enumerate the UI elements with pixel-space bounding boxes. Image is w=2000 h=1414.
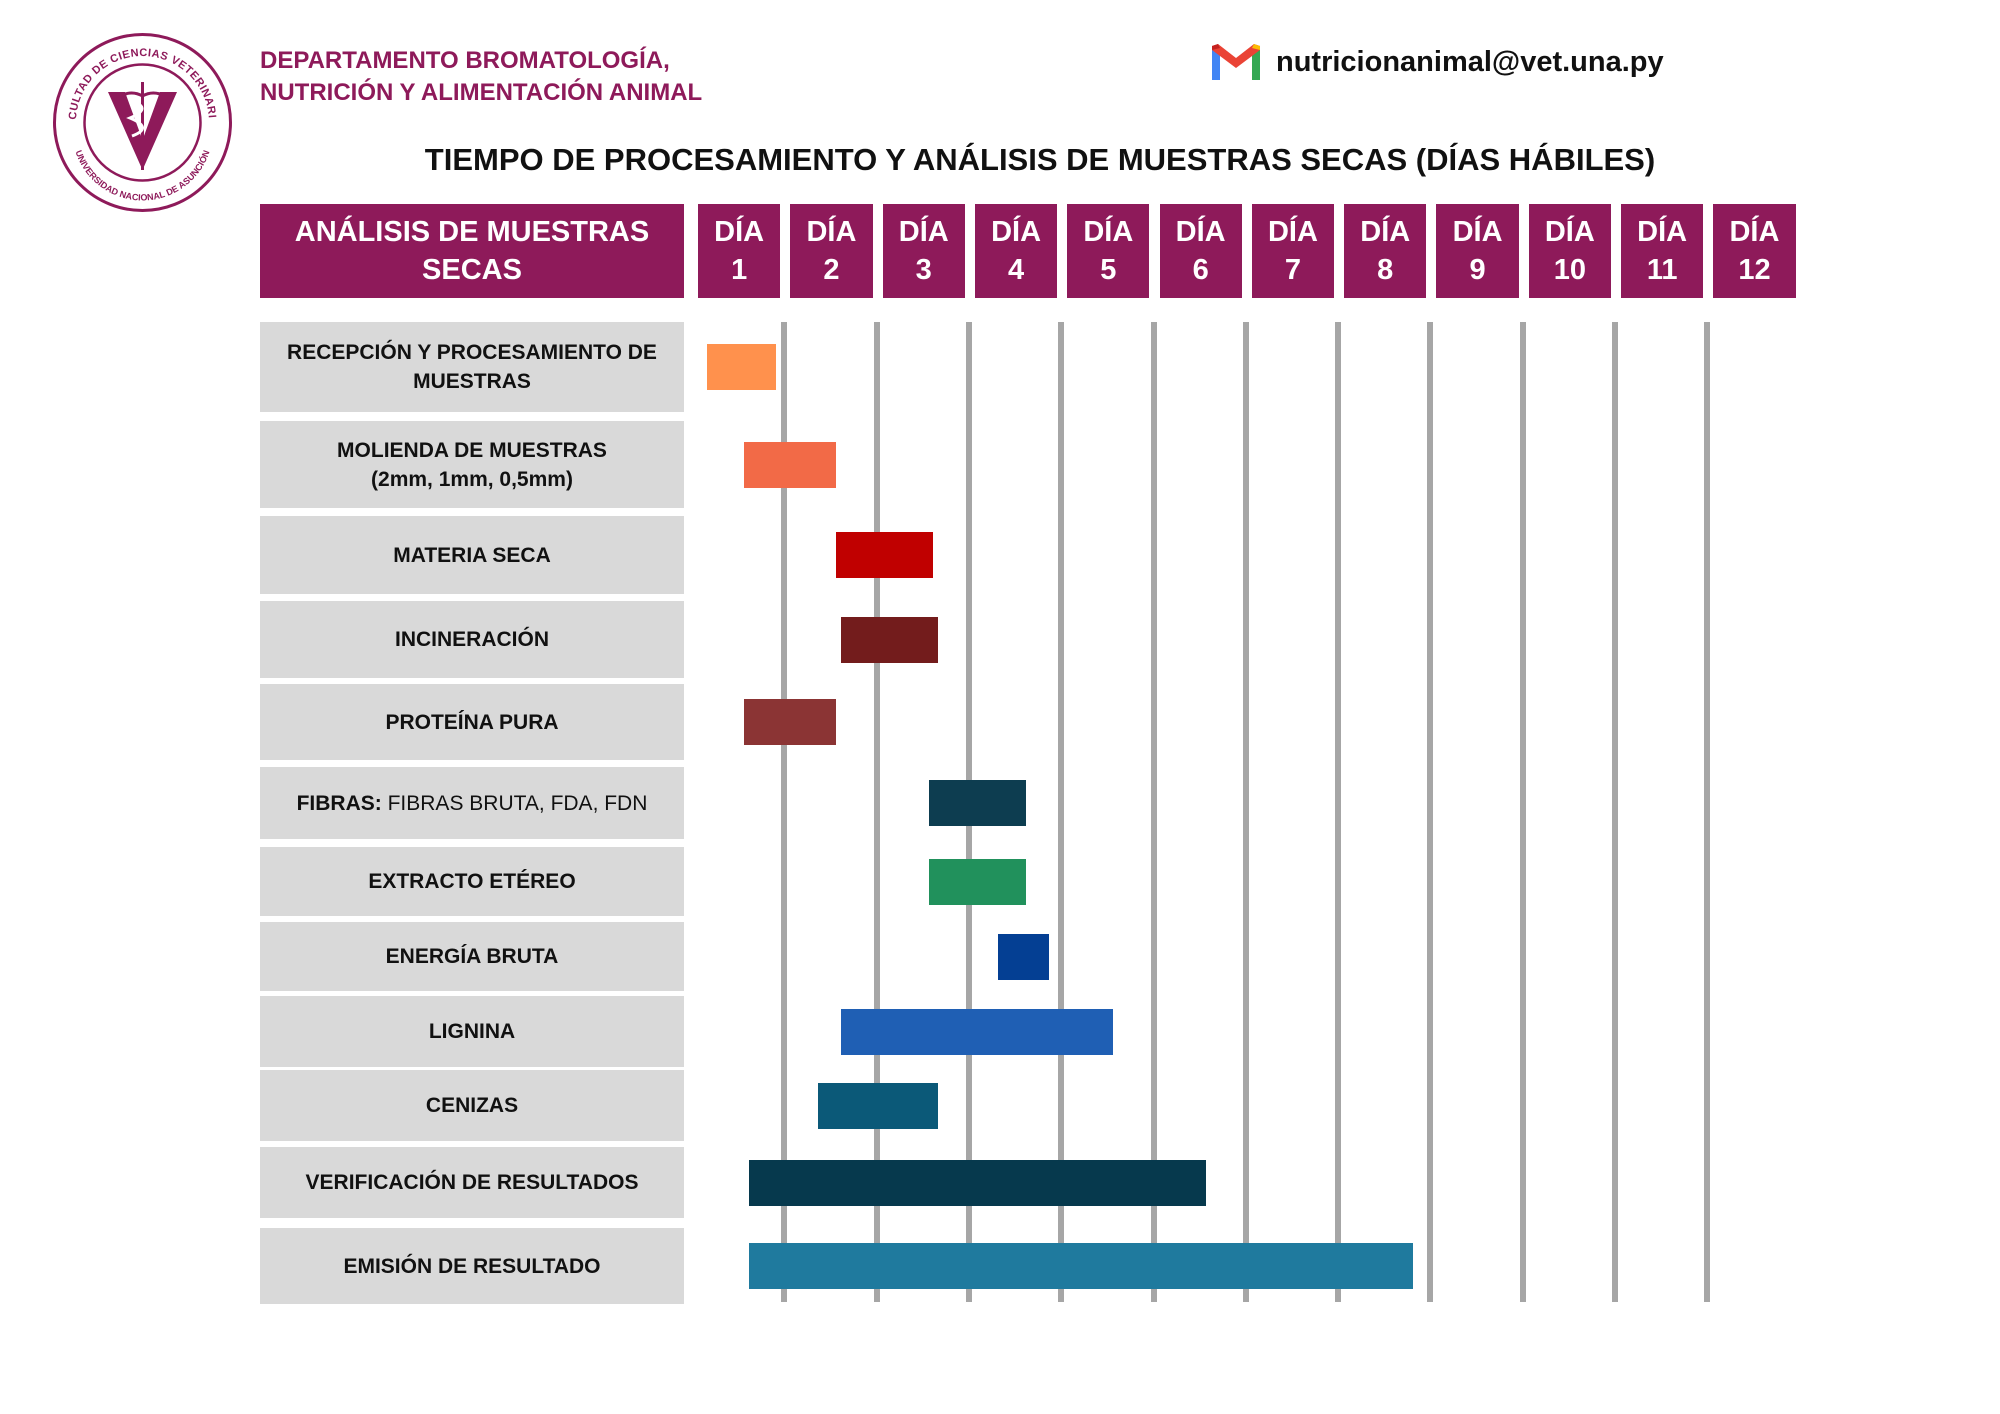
day-header-1 (698, 204, 780, 298)
day-header-8 (1344, 204, 1426, 298)
task-label-bold: VERIFICACIÓN DE RESULTADOS (305, 1171, 639, 1194)
day-header-label: DÍA (991, 216, 1042, 248)
task-label-bold: PROTEÍNA PURA (385, 710, 559, 734)
day-header-6 (1160, 204, 1242, 298)
grid-line-day-5 (1151, 322, 1157, 1302)
task-label-bold: MATERIA SECA (393, 543, 551, 567)
day-header-label: DÍA (714, 216, 765, 248)
day-header-label: DÍA (1175, 216, 1226, 248)
day-header-number: 8 (1377, 254, 1394, 286)
task-label (260, 922, 684, 991)
task-bar (998, 934, 1049, 980)
logo-ring-bottom-text: UNIVERSIDAD NACIONAL DE ASUNCIÓN (73, 148, 212, 203)
task-bar (744, 699, 836, 745)
day-header-11 (1621, 204, 1703, 298)
email-contact[interactable] (1208, 40, 1664, 84)
task-label-bold: RECEPCIÓN Y PROCESAMIENTO DE MUESTRAS (287, 341, 657, 393)
task-bar (841, 1009, 1113, 1055)
task-label (260, 847, 684, 916)
day-header-label: DÍA (1452, 216, 1503, 248)
task-label (260, 1147, 684, 1218)
task-label-bold: EXTRACTO ETÉREO (368, 870, 576, 893)
grid-line-day-6 (1243, 322, 1249, 1302)
task-label (260, 516, 684, 594)
day-header-3 (883, 204, 965, 298)
category-header-line-1: ANÁLISIS DE MUESTRAS (294, 216, 650, 248)
task-label-bold: INCINERACIÓN (394, 628, 549, 651)
day-header-label: DÍA (1360, 216, 1411, 248)
department-line-1: DEPARTAMENTO BROMATOLOGÍA, (260, 47, 670, 74)
task-label (260, 322, 684, 412)
day-header-label: DÍA (1544, 216, 1595, 248)
task-bar (744, 442, 836, 488)
day-header-9 (1436, 204, 1518, 298)
task-label-line-2: (2mm, 1mm, 0,5mm) (371, 467, 573, 491)
day-header-5 (1067, 204, 1149, 298)
day-header-number: 11 (1646, 254, 1678, 286)
task-label (260, 421, 684, 508)
task-label-bold: MOLIENDA DE MUESTRAS (337, 438, 607, 462)
day-header-2 (790, 204, 872, 298)
day-header-number: 9 (1469, 254, 1486, 286)
day-header-7 (1252, 204, 1334, 298)
day-header-label: DÍA (1083, 216, 1134, 248)
grid-line-day-2 (874, 322, 880, 1302)
task-bar (749, 1243, 1414, 1289)
grid-line-day-11 (1704, 322, 1710, 1302)
category-header-line-2: SECAS (422, 254, 522, 286)
svg-text:FACULTAD DE CIENCIAS VETERINAR (50, 30, 218, 120)
task-bar (836, 532, 933, 578)
day-header-12 (1713, 204, 1795, 298)
day-header-4 (975, 204, 1057, 298)
task-label (260, 767, 684, 839)
grid-line-day-8 (1427, 322, 1433, 1302)
task-label (260, 1070, 684, 1141)
day-header-number: 4 (1007, 254, 1025, 286)
day-header-10 (1529, 204, 1611, 298)
day-header-label: DÍA (898, 216, 949, 248)
task-bar (749, 1160, 1206, 1206)
task-label (260, 601, 684, 678)
day-header-number: 10 (1553, 254, 1586, 286)
grid-line-day-7 (1335, 322, 1341, 1302)
grid-line-day-10 (1612, 322, 1618, 1302)
task-bar (818, 1083, 938, 1129)
day-header-number: 7 (1284, 254, 1302, 286)
task-label-bold: FIBRAS: (296, 791, 382, 815)
day-header-number: 6 (1192, 254, 1209, 286)
day-header-number: 2 (823, 254, 840, 286)
task-label-bold: LIGNINA (428, 1020, 516, 1043)
faculty-logo (50, 30, 235, 215)
department-line-2: NUTRICIÓN Y ALIMENTACIÓN ANIMAL (260, 79, 703, 106)
task-bar (929, 859, 1026, 905)
day-header-number: 5 (1100, 254, 1117, 286)
day-header-label: DÍA (1729, 216, 1780, 248)
task-label (260, 684, 684, 760)
grid-line-day-4 (1058, 322, 1064, 1302)
task-label-bold: EMISIÓN DE RESULTADO (343, 1254, 601, 1278)
department-name (260, 45, 702, 109)
task-label-bold: CENIZAS (425, 1094, 519, 1117)
day-header-label: DÍA (806, 216, 857, 248)
grid-line-day-9 (1520, 322, 1526, 1302)
gmail-icon (1208, 42, 1264, 82)
day-header-number: 12 (1738, 254, 1771, 286)
day-header-label: DÍA (1267, 216, 1318, 248)
task-bar (929, 780, 1026, 826)
task-label (260, 1228, 684, 1304)
day-header-label: DÍA (1637, 216, 1688, 248)
task-bar (707, 344, 776, 390)
day-header-number: 3 (915, 254, 932, 286)
email-address[interactable]: nutricionanimal@vet.una.py (1276, 45, 1664, 78)
day-header-number: 1 (731, 254, 748, 286)
task-label-detail: FIBRAS BRUTA, FDA, FDN (381, 791, 648, 815)
task-label-bold: ENERGÍA BRUTA (385, 945, 559, 968)
logo-ring-top-text: CULTAD DE CIENCIAS VETERINARI (66, 46, 218, 121)
category-header (260, 204, 684, 298)
chart-title: TIEMPO DE PROCESAMIENTO Y ANÁLISIS DE MUESTRAS SECAS (DÍAS HÁBILES) (424, 142, 1656, 177)
task-label (260, 996, 684, 1067)
task-bar (841, 617, 938, 663)
